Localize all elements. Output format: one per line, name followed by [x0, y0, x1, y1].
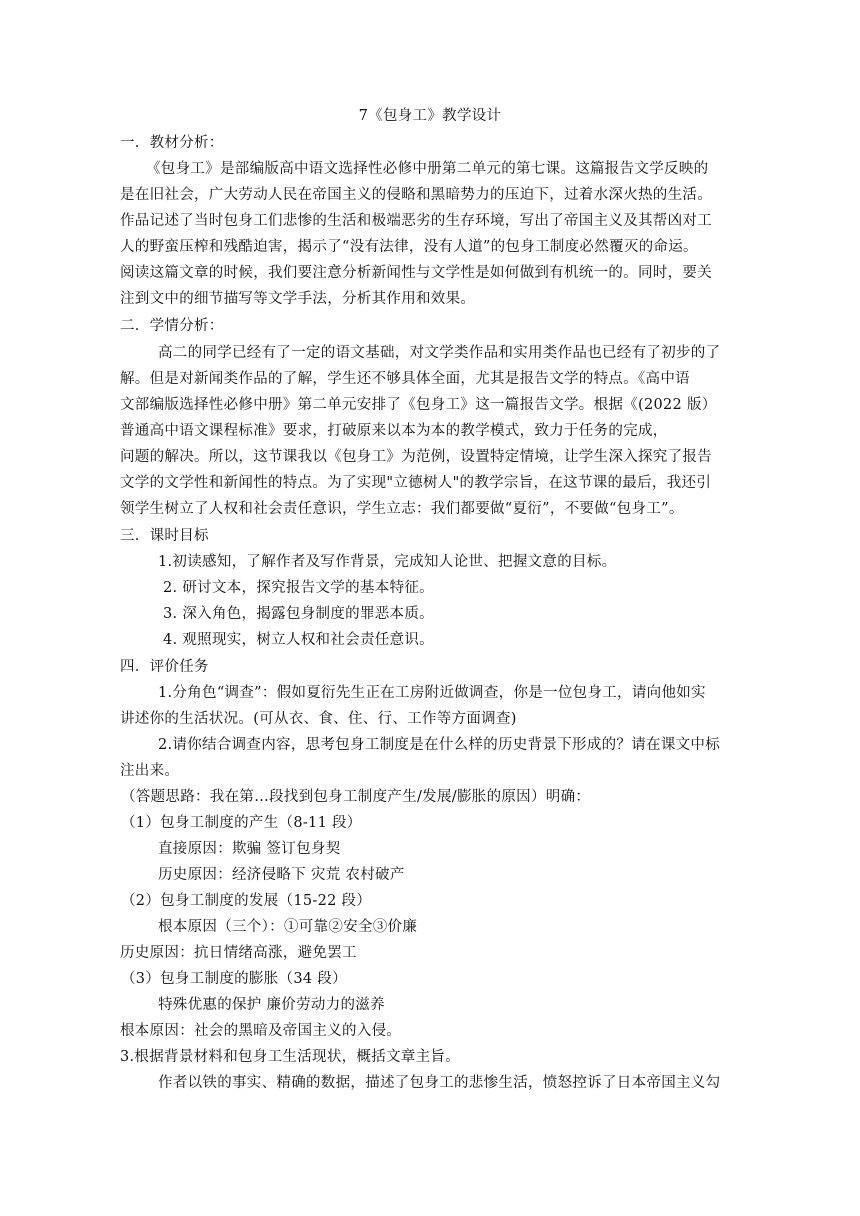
- paragraph-line: 文部编版选择性必修中册》第二单元安排了《包身工》这一篇报告文学。根据《(2022 版）: [120, 397, 717, 413]
- answer-line: 根本原因：社会的黑暗及帝国主义的入侵。: [120, 1023, 402, 1039]
- task-line: 讲述你的生活状况。(可从衣、食、住、行、工作等方面调查): [120, 711, 517, 727]
- page-title: 7《包身工》教学设计: [358, 108, 502, 124]
- goal-item: 3. 深入角色，揭露包身制度的罪恶本质。: [163, 606, 434, 622]
- task-line: 1.分角色“调查”：假如夏衍先生正在工房附近做调查，你是一位包身工，请向他如实: [158, 685, 706, 701]
- paragraph-line: 作品记述了当时包身工们悲惨的生活和极端恶劣的生存环境，写出了帝国主义及其帮凶对工: [120, 213, 712, 229]
- answer-line: 历史原因：抗日情绪高涨，避免罢工: [120, 945, 357, 961]
- paragraph-line: 人的野蛮压榨和残酷迫害，揭示了“没有法律，没有人道”的包身工制度必然覆灭的命运。: [120, 239, 698, 255]
- section-heading: 一．教材分析：: [120, 135, 224, 151]
- paragraph-line: 作者以铁的事实、精确的数据，描述了包身工的悲惨生活，愤怒控诉了日本帝国主义勾: [158, 1075, 721, 1091]
- paragraph-line: 《包身工》是部编版高中语文选择性必修中册第二单元的第七课。这篇报告文学反映的: [146, 161, 709, 177]
- task-line: 3.根据背景材料和包身工生活现状，概括文章主旨。: [120, 1049, 461, 1065]
- answer-line: 直接原因：欺骗 签订包身契: [158, 841, 341, 857]
- task-line: 2.请你结合调查内容，思考包身工制度是在什么样的历史背景下形成的？请在课文中标: [158, 737, 721, 753]
- task-line: 注出来。: [120, 763, 180, 779]
- section-heading: 二．学情分析：: [120, 318, 224, 334]
- paragraph-line: 阅读这篇文章的时候，我们要注意分析新闻性与文学性是如何做到有机统一的。同时，要关: [120, 265, 712, 281]
- paragraph-line: 解。但是对新闻类作品的了解，学生还不够具体全面，尤其是报告文学的特点。《高中语: [120, 371, 690, 387]
- answer-heading: （1）包身工制度的产生（8-11 段）: [121, 815, 362, 831]
- goal-item: 1.初读感知，了解作者及写作背景，完成知人论世、把握文意的目标。: [158, 554, 617, 570]
- paragraph-line: 普通高中语文课程标准》要求，打破原来以本为本的教学模式，致力于任务的完成，: [120, 423, 668, 439]
- answer-hint: （答题思路：我在第…段找到包身工制度产生/发展/膨胀的原因）明确：: [121, 789, 591, 805]
- goal-item: 2. 研讨文本，探究报告文学的基本特征。: [163, 580, 434, 596]
- answer-line: 特殊优惠的保护 廉价劳动力的滋养: [158, 997, 385, 1013]
- section-heading: 四．评价任务: [120, 659, 209, 675]
- answer-heading: （3）包身工制度的膨胀（34 段）: [121, 971, 347, 987]
- paragraph-line: 文学的文学性和新闻性的特点。为了实现"立德树人"的教学宗旨，在这节课的最后，我还引: [120, 475, 712, 491]
- answer-heading: （2）包身工制度的发展（15-22 段）: [121, 893, 372, 909]
- paragraph-line: 注到文中的细节描写等文学手法，分析其作用和效果。: [120, 291, 476, 307]
- section-heading: 三．课时目标: [120, 528, 209, 544]
- paragraph-line: 领学生树立了人权和社会责任意识，学生立志：我们都要做“夏衍”，不要做“包身工”。: [120, 501, 684, 517]
- goal-item: 4. 观照现实，树立人权和社会责任意识。: [163, 632, 434, 648]
- paragraph-line: 问题的解决。所以，这节课我以《包身工》为范例，设置特定情境，让学生深入探究了报告: [120, 449, 712, 465]
- paragraph-line: 是在旧社会，广大劳动人民在帝国主义的侵略和黑暗势力的压迫下，过着水深火热的生活。: [120, 187, 712, 203]
- answer-line: 历史原因：经济侵略下 灾荒 农村破产: [158, 867, 405, 883]
- answer-line: 根本原因（三个）：①可靠②安全③价廉: [158, 919, 418, 935]
- paragraph-line: 高二的同学已经有了一定的语文基础，对文学类作品和实用类作品也已经有了初步的了: [158, 345, 721, 361]
